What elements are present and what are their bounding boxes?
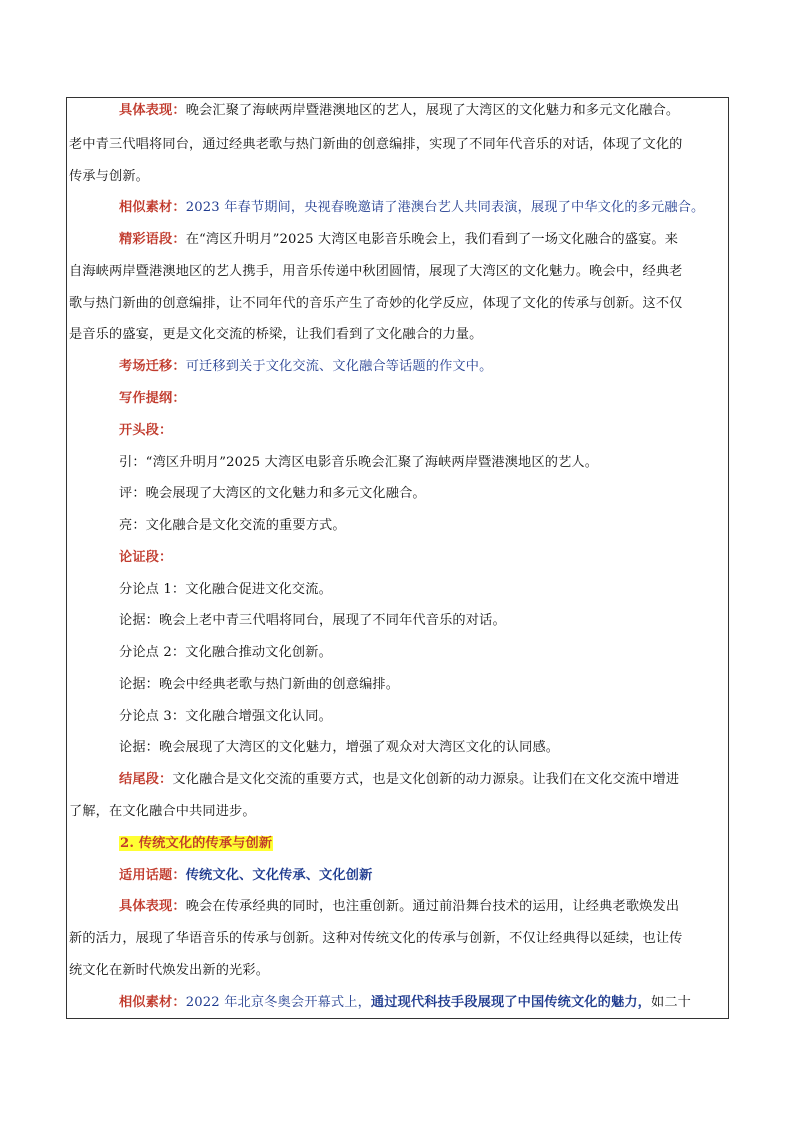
outline-argument: 论证段： (119, 550, 173, 565)
outline-ending-line-2: 了解，在文化融合中共同进步。 (69, 804, 256, 819)
outline-evidence-2: 论据：晚会中经典老歌与热门新曲的创意编排。 (119, 677, 400, 692)
section-2-perf-line-2: 新的活力，展现了华语音乐的传承与创新。这种对传统文化的传承与创新，不仅让经典得以延续，也让传 (69, 931, 683, 946)
p1-line-3: 传承与创新。 (69, 169, 150, 184)
p3-line-2: 自海峡两岸暨港澳地区的艺人携手，用音乐传递中秋团圆情，展现了大湾区的文化魅力。晚会中，经典老 (69, 264, 683, 279)
outline-evidence-1: 论据：晚会上老中青三代唱将同台，展现了不同年代音乐的对话。 (119, 613, 506, 628)
section-2-perf-line-1 (119, 898, 679, 916)
outline-point-2: 分论点 2：文化融合推动文化创新。 (119, 645, 332, 660)
section-2-similar-label: 相似素材： (119, 995, 186, 1010)
p2-text: 2023 年春节期间，央视春晚邀请了港澳台艺人共同表演，展现了中华文化的多元融合。 (185, 200, 705, 215)
section-2-heading-line (119, 835, 273, 853)
p3-line-3: 歌与热门新曲的创意编排，让不同年代的音乐产生了奇妙的化学反应，体现了文化的传承与创新。这不仅 (69, 296, 683, 311)
content-frame (66, 97, 729, 1019)
p3-line-1 (119, 231, 678, 249)
p4-text: 可迁移到关于文化交流、文化融合等话题的作文中。 (185, 359, 493, 374)
p1-label: 具体表现： (119, 103, 186, 118)
section-2-heading: 2. 传统文化的传承与创新 (120, 836, 273, 851)
section-2-topics-line (119, 867, 372, 885)
outline-ping: 评：晚会展现了大湾区的文化魅力和多元文化融合。 (119, 486, 426, 501)
outline-ending-label: 结尾段： (119, 772, 173, 787)
p3-label: 精彩语段： (119, 232, 186, 247)
p2-line (119, 199, 704, 217)
outline-ending-line-1 (119, 771, 679, 789)
section-2-topics-label: 适用话题： (119, 868, 186, 883)
p4-label: 考场迁移： (119, 359, 186, 374)
section-2-perf-text-1: 晚会在传承经典的同时，也注重创新。通过前沿舞台技术的运用，让经典老歌焕发出 (185, 899, 680, 914)
outline-ending-text-1: 文化融合是文化交流的重要方式，也是文化创新的动力源泉。让我们在文化交流中增进 (172, 772, 680, 787)
section-2-similar-line (119, 994, 691, 1012)
outline-yin: 引：“湾区升明月”2025 大湾区电影音乐晚会汇聚了海峡两岸暨港澳地区的艺人。 (119, 455, 599, 470)
p2-label: 相似素材： (119, 200, 186, 215)
section-2-similar-b: 通过现代科技手段展现了中国传统文化的魅力， (370, 995, 651, 1010)
outline-evidence-3: 论据：晚会展现了大湾区的文化魅力，增强了观众对大湾区文化的认同感。 (119, 740, 560, 755)
section-2-similar-a: 2022 年北京冬奥会开幕式上， (185, 995, 371, 1010)
outline-point-1: 分论点 1：文化融合促进文化交流。 (119, 582, 332, 597)
section-2-topics: 传统文化、文化传承、文化创新 (185, 868, 373, 883)
section-2-perf-line-3: 统文化在新时代焕发出新的光彩。 (69, 963, 270, 978)
p4-line (119, 358, 492, 376)
p1-line-1 (119, 102, 679, 120)
p1-line-2: 老中青三代唱将同台，通过经典老歌与热门新曲的创意编排，实现了不同年代音乐的对话，体现了文化的 (69, 137, 683, 152)
p3-text-1: 在“湾区升明月”2025 大湾区电影音乐晚会上，我们看到了一场文化融合的盛宴。来 (185, 232, 679, 247)
section-2-perf-label: 具体表现： (119, 899, 186, 914)
outline-opening: 开头段： (119, 423, 173, 438)
p3-line-4: 是音乐的盛宴，更是文化交流的桥梁，让我们看到了文化融合的力量。 (69, 327, 483, 342)
outline-title: 写作提纲： (119, 391, 186, 406)
outline-liang: 亮：文化融合是文化交流的重要方式。 (119, 518, 346, 533)
p1-text-1: 晚会汇聚了海峡两岸暨港澳地区的艺人，展现了大湾区的文化魅力和多元文化融合。 (185, 103, 680, 118)
section-2-similar-c: 如二十 (651, 995, 692, 1010)
outline-point-3: 分论点 3：文化融合增强文化认同。 (119, 709, 332, 724)
